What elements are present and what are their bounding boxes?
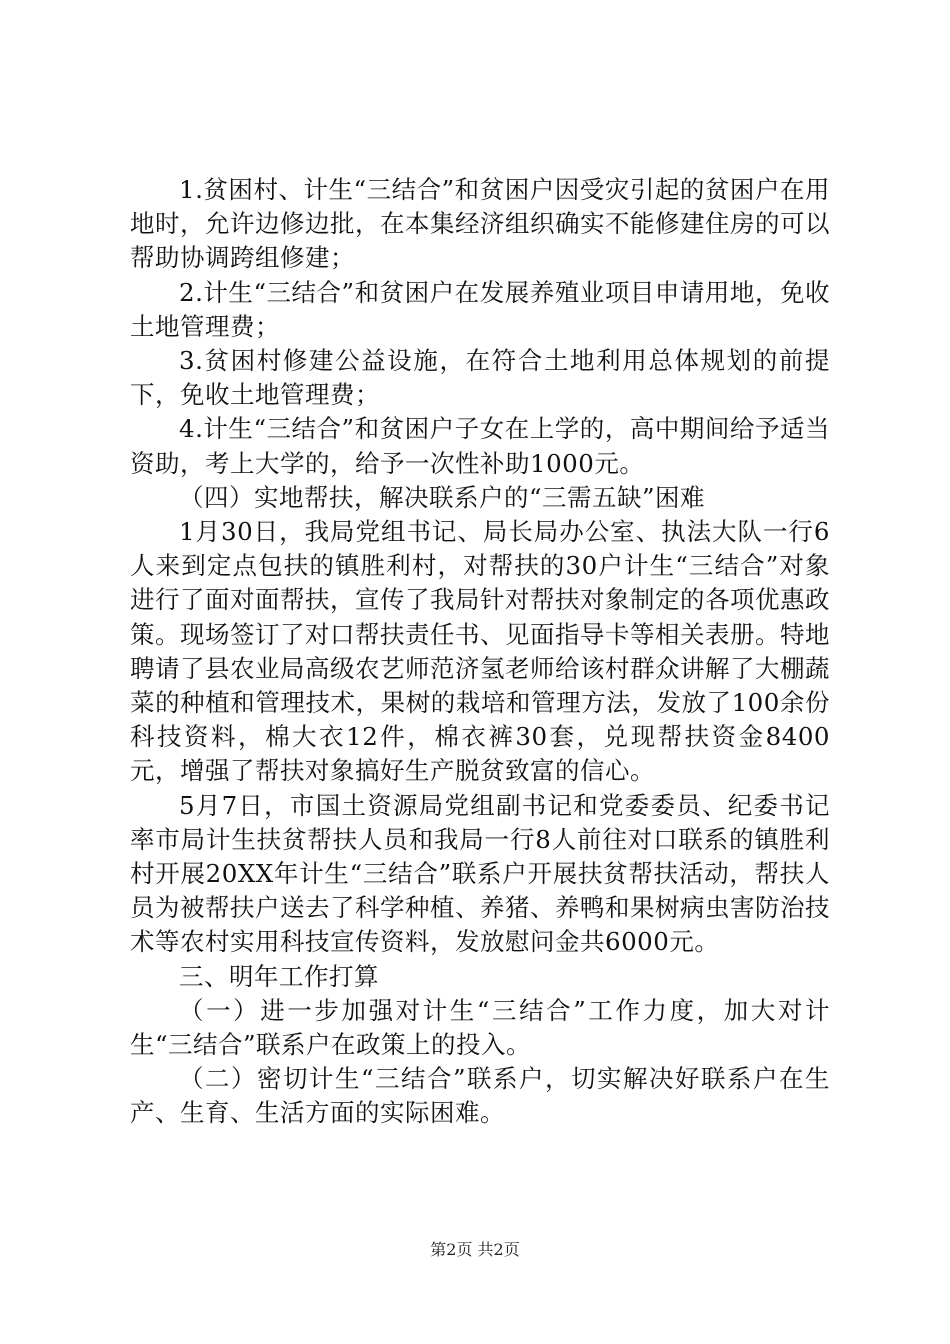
paragraph-may-7: 5月7日，市国土资源局党组副书记和党委委员、纪委书记率市局计生扶贫帮扶人员和我局一行8人前往对口联系的镇胜利村开展20XX年计生“三结合”联系户开展扶贫帮扶活动，帮扶人员为被帮扶户送去了科学种植、养猪、养鸭和果树病虫害防治技术等农村实用科技宣传资料，发放慰问金共6000元。 <box>130 790 830 957</box>
paragraph-item-2: 2.计生“三结合”和贫困户在发展养殖业项目申请用地，免收土地管理费； <box>130 277 830 341</box>
section-heading-support: （四）实地帮扶，解决联系户的“三需五缺”困难 <box>179 482 706 512</box>
paragraph-item-3: 3.贫困村修建公益设施，在符合土地利用总体规划的前提下，免收土地管理费； <box>130 346 830 410</box>
page-number-footer: 第2页 共2页 <box>430 1240 520 1259</box>
paragraph-plan-2: （二）密切计生“三结合”联系户，切实解决好联系户在生产、生育、生活方面的实际困难。 <box>130 1064 830 1128</box>
paragraph-item-1: 1.贫困村、计生“三结合”和贫困户因受灾引起的贫困户在用地时，允许边修边批，在本集经济组织确实不能修建住房的可以帮助协调跨组修建； <box>130 175 830 273</box>
document-body <box>130 173 830 1131</box>
paragraph-jan-30: 1月30日，我局党组书记、局长局办公室、执法大队一行6人来到定点包扶的镇胜利村，对帮扶的30户计生“三结合”对象进行了面对面帮扶，宣传了我局针对帮扶对象制定的各项优惠政策。现场签订了对口帮扶责任书、见面指导卡等相关表册。特地聘请了县农业局高级农艺师范济氢老师给该村群众讲解了大棚蔬菜的种植和管理技术，果树的栽培和管理方法，发放了100余份科技资料，棉大衣12件，棉衣裤30套，兑现帮扶资金8400元，增强了帮扶对象搞好生产脱贫致富的信心。 <box>130 517 830 786</box>
section-heading-next-year: 三、明年工作打算 <box>179 961 379 991</box>
paragraph-plan-1: （一）进一步加强对计生“三结合”工作力度，加大对计生“三结合”联系户在政策上的投入。 <box>130 995 830 1060</box>
paragraph-item-4: 4.计生“三结合”和贫困户子女在上学的，高中期间给予适当资助，考上大学的，给予一次性补助1000元。 <box>130 414 830 478</box>
